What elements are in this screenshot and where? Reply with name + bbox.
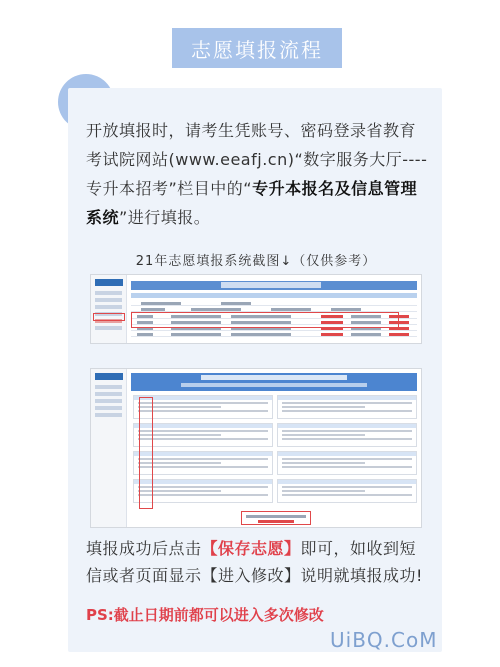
ps-note: PS:截止日期前都可以进入多次修改 [86, 606, 324, 624]
screenshot-subheader [131, 293, 417, 298]
highlight-box-rows [131, 312, 399, 328]
outro-text-2: 即可，如收到短信或者页面显示【进入修改】说明就填报成功! [86, 539, 423, 585]
screenshot-sidebar-2 [91, 369, 127, 527]
screenshot-caption: 21年志愿填报系统截图↓（仅供参考） [135, 254, 377, 269]
highlight-box-save [241, 511, 311, 525]
outro-paragraph [86, 535, 426, 589]
intro-system-name: 专升本报名及信息管理系统 [86, 179, 418, 227]
highlight-box-nav [93, 313, 125, 321]
highlight-box-column [139, 397, 153, 509]
intro-text-1: 开放填报时，请考生凭账号、密码登录省教育考试院网站(www.eeafj.cn)“数字服务大厅----专升本招考”栏目中的“ [86, 121, 428, 198]
screenshot-application-list [90, 274, 422, 344]
intro-text-2: ”进行填报。 [119, 208, 211, 227]
screenshot-sidebar [91, 275, 127, 343]
watermark-logo: UiBQ.CoM [330, 628, 438, 652]
save-volunteer-label: 【保存志愿】 [201, 539, 301, 558]
screenshot-volunteer-form [90, 368, 422, 528]
screenshot-header-bar [131, 281, 417, 290]
screenshot-form-header [131, 373, 417, 391]
outro-text-1: 填报成功后点击 [86, 539, 202, 558]
intro-paragraph [86, 116, 432, 232]
section-title: 志愿填报流程 [172, 28, 342, 68]
